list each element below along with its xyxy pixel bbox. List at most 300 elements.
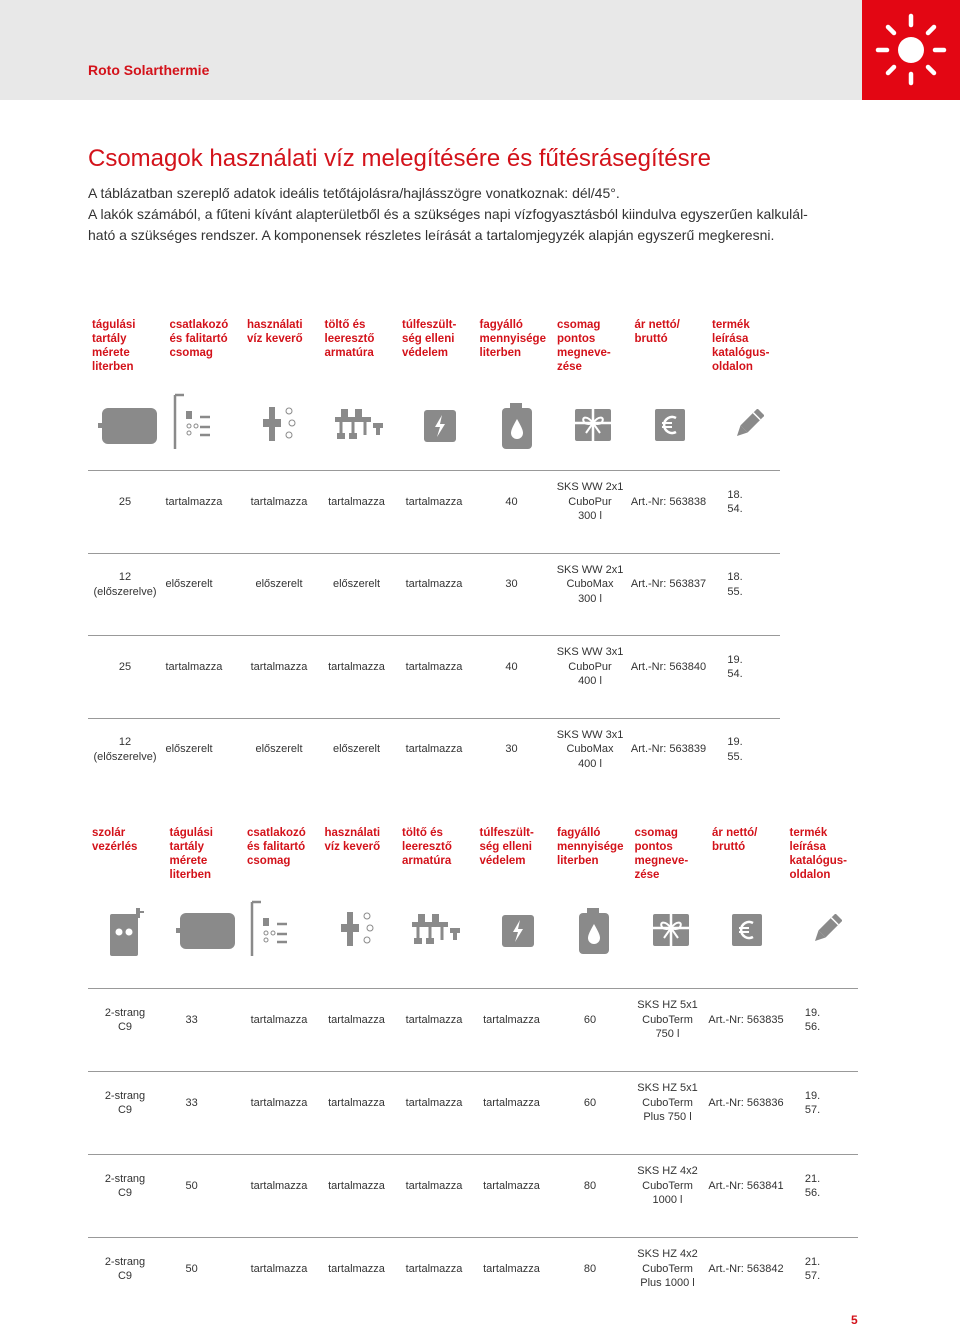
- cell-line: tartalmazza: [328, 495, 385, 508]
- table-cell: [468, 471, 556, 533]
- expansion-tank-icon: [176, 910, 238, 957]
- cell-line: 33: [185, 1096, 198, 1109]
- cell-line: 2-strang: [104, 1089, 146, 1102]
- column-header-line: csatlakozó: [247, 827, 306, 839]
- intro-line: A lakók számából, a fűteni kívánt alapterületből és a szükséges napi vízfogyasztásból kiindulva egyszerűen kalkulál-: [88, 206, 808, 222]
- table-cell: [80, 636, 170, 698]
- cell-line: tartalmazza: [250, 495, 308, 508]
- column-header-line: mérete: [92, 347, 130, 359]
- table-cell: [390, 1238, 478, 1300]
- column-header-line: oldalon: [712, 361, 753, 373]
- table-cell: [235, 554, 323, 616]
- column-header: [402, 826, 452, 868]
- cell-line: tartalmazza: [328, 1262, 385, 1275]
- cell-line: 18.: [727, 571, 743, 583]
- cell-line: 40: [505, 495, 518, 508]
- column-header-line: literben: [169, 869, 212, 881]
- table-row: [88, 1154, 858, 1217]
- price-icon: [655, 409, 685, 446]
- page-number: 5: [851, 1313, 858, 1327]
- column-header: [247, 318, 303, 346]
- table-cell-content: [727, 488, 742, 517]
- column-header-line: túlfeszült-: [479, 827, 534, 839]
- table-cell: [778, 1072, 848, 1134]
- table-cell: [313, 554, 401, 616]
- column-header: [170, 318, 229, 360]
- table-cell-content: [255, 742, 302, 757]
- column-header-line: katalógus-: [712, 347, 770, 359]
- price-icon: [732, 914, 762, 951]
- package-icon: [653, 914, 689, 951]
- table-cell-content: [333, 742, 380, 757]
- cell-line: C9: [117, 1021, 133, 1033]
- table-cell: [468, 989, 556, 1051]
- brand-label: Roto Solarthermie: [88, 62, 210, 78]
- cell-line: tartalmazza: [483, 1262, 540, 1275]
- column-header-line: ség elleni: [479, 841, 532, 853]
- column-header-line: leírása: [789, 841, 826, 853]
- table-cell: [468, 636, 556, 698]
- table-cell-content: [119, 660, 131, 675]
- table-cell: [313, 471, 401, 533]
- table-cell: [700, 554, 770, 616]
- fill-drain-valve-icon: [331, 405, 387, 452]
- table-cell-content: [166, 742, 213, 757]
- table-cell-content: [406, 1013, 463, 1028]
- table-cell-content: [805, 1089, 820, 1118]
- column-header-line: leírása: [712, 333, 749, 345]
- column-header: [325, 318, 375, 360]
- surge-protection-icon: [502, 915, 534, 952]
- table-cell: [166, 554, 243, 616]
- cell-line: 400 l: [578, 757, 602, 770]
- table-cell-content: [186, 1262, 198, 1277]
- table-cell: [390, 636, 478, 698]
- column-header-line: tágulási: [92, 319, 136, 331]
- column-header-line: víz keverő: [324, 841, 381, 853]
- cell-line: 1000 l: [652, 1194, 683, 1207]
- table-cell-content: [328, 1096, 385, 1111]
- cell-line: tartalmazza: [165, 660, 223, 673]
- table-cell: [468, 554, 556, 616]
- cell-line: előszerelt: [255, 578, 303, 591]
- cell-line: tartalmazza: [405, 660, 463, 673]
- cell-line: 55.: [727, 585, 743, 598]
- table-cell: [468, 1238, 556, 1300]
- column-header: [712, 826, 757, 854]
- table-cell: [80, 1238, 170, 1300]
- table-cell-content: [483, 1179, 540, 1194]
- table-cell: [235, 636, 323, 698]
- table-cell-content: [328, 1262, 385, 1277]
- table-cell-content: [727, 735, 742, 764]
- table-cell: [313, 1238, 401, 1300]
- table-cell-content: [727, 653, 742, 682]
- table-cell-content: [483, 1096, 540, 1111]
- package-icon: [575, 409, 611, 446]
- cell-line: SKS HZ 5x1: [637, 999, 698, 1012]
- column-header-line: töltő és: [402, 827, 443, 839]
- column-header-line: és falitartó: [247, 841, 306, 853]
- table-cell: [545, 1155, 635, 1217]
- column-header-line: leeresztő: [402, 841, 452, 853]
- cell-line: CuboPur: [568, 660, 612, 673]
- cell-line: előszerelt: [332, 578, 381, 591]
- fill-drain-valve-icon: [408, 910, 464, 957]
- cell-line: (előszerelve): [93, 585, 157, 598]
- table-cell-content: [631, 577, 706, 592]
- table-cell: [235, 1072, 323, 1134]
- column-header-line: fagyálló: [479, 319, 523, 331]
- cell-line: Art.-Nr: 563842: [708, 1262, 784, 1275]
- table-row: [88, 635, 780, 698]
- column-header-line: megneve-: [634, 855, 689, 867]
- table-cell-content: [708, 1096, 783, 1111]
- surge-protection-icon: [424, 410, 456, 447]
- catalog-pencil-icon: [812, 914, 842, 949]
- table-cell: [778, 989, 848, 1051]
- cell-line: SKS WW 2x1: [556, 563, 624, 576]
- cell-line: SKS HZ 4x2: [637, 1165, 698, 1178]
- table-cell-content: [805, 1255, 820, 1284]
- table-cell: [545, 1072, 635, 1134]
- table-cell-content: [483, 1013, 540, 1028]
- cell-line: C9: [117, 1270, 133, 1282]
- table-cell: [235, 471, 323, 533]
- cell-line: 300 l: [578, 592, 602, 605]
- column-header-line: pontos: [634, 841, 673, 853]
- column-header-line: mérete: [169, 855, 208, 867]
- cell-line: CuboTerm: [642, 1096, 693, 1109]
- column-header: [92, 826, 137, 854]
- column-header: [557, 826, 623, 868]
- table-cell-content: [631, 742, 706, 757]
- table-cell: [700, 471, 770, 533]
- cell-line: tartalmazza: [405, 1179, 463, 1192]
- sun-icon: [862, 0, 960, 100]
- intro-line: A táblázatban szereplő adatok ideális tetőtájolásra/hajlásszögre vonatkoznak: dél/45°.: [88, 185, 620, 201]
- cell-line: előszerelt: [165, 743, 213, 756]
- cell-line: tartalmazza: [250, 1179, 308, 1192]
- cell-line: SKS WW 2x1: [556, 481, 624, 494]
- column-header-line: ár nettó/: [634, 319, 680, 331]
- table-cell: [390, 471, 478, 533]
- table-cell-content: [631, 660, 706, 675]
- cell-line: SKS HZ 4x2: [637, 1248, 698, 1261]
- cell-line: tartalmazza: [328, 660, 385, 673]
- cell-line: Art.-Nr: 563840: [630, 660, 707, 673]
- cell-line: 33: [185, 1013, 198, 1026]
- table-cell-content: [584, 1179, 596, 1194]
- table-cell-content: [637, 1081, 698, 1125]
- table-cell-content: [328, 495, 385, 510]
- cell-line: 30: [505, 578, 518, 591]
- column-header: [712, 318, 770, 374]
- antifreeze-icon: [579, 908, 609, 959]
- cell-line: előszerelt: [255, 743, 303, 756]
- cell-line: tartalmazza: [483, 1179, 540, 1192]
- wall-bracket-icon: [170, 393, 222, 458]
- cell-line: 25: [118, 495, 132, 508]
- cell-line: 12: [118, 571, 132, 583]
- table-row: [88, 470, 780, 533]
- table-cell: [80, 989, 170, 1051]
- table-cell-content: [557, 645, 624, 689]
- column-header: [480, 318, 546, 360]
- table-cell: [80, 1072, 170, 1134]
- cell-line: tartalmazza: [250, 660, 308, 673]
- column-header: [247, 826, 306, 868]
- column-header-line: szolár: [92, 827, 126, 839]
- column-header-line: fagyálló: [557, 827, 601, 839]
- table-cell-content: [483, 1262, 540, 1277]
- table-cell-content: [119, 495, 131, 510]
- cell-line: 57.: [804, 1270, 821, 1282]
- table-cell: [468, 1155, 556, 1217]
- table-row: [88, 988, 858, 1051]
- cell-line: 21.: [804, 1172, 821, 1185]
- column-header-line: használati: [324, 827, 381, 839]
- table-cell-content: [805, 1172, 820, 1201]
- cell-line: tartalmazza: [405, 1262, 463, 1275]
- column-header: [402, 318, 456, 360]
- cell-line: 57.: [804, 1104, 821, 1116]
- table-cell: [235, 1238, 323, 1300]
- cell-line: tartalmazza: [405, 578, 463, 591]
- cell-line: C9: [117, 1187, 133, 1199]
- table-cell-content: [94, 735, 157, 764]
- column-header-line: tartály: [169, 841, 205, 853]
- cell-line: 2-strang: [104, 1172, 146, 1185]
- column-header: [92, 318, 135, 374]
- intro-text: [88, 183, 848, 246]
- cell-line: 19.: [804, 1006, 821, 1019]
- column-header-line: mennyisége: [479, 333, 546, 345]
- table-cell-content: [406, 1096, 463, 1111]
- table-cell-content: [708, 1179, 783, 1194]
- cell-line: C9: [117, 1104, 133, 1116]
- table-cell-content: [166, 577, 213, 592]
- cell-line: tartalmazza: [405, 1013, 463, 1026]
- table-cell-content: [166, 495, 223, 510]
- column-header-line: víz keverő: [247, 333, 303, 345]
- column-header-line: literben: [557, 855, 599, 867]
- table-row: [88, 1071, 858, 1134]
- table-cell-content: [631, 495, 706, 510]
- table-cell: [390, 1072, 478, 1134]
- cell-line: 750 l: [655, 1028, 680, 1041]
- cell-line: 21.: [804, 1255, 821, 1268]
- table-cell-content: [505, 495, 517, 510]
- table-cell-content: [406, 577, 463, 592]
- cell-line: CuboTerm: [642, 1013, 693, 1026]
- column-header-line: és falitartó: [169, 333, 228, 345]
- table-cell: [390, 554, 478, 616]
- cell-line: Art.-Nr: 563836: [708, 1096, 784, 1109]
- column-header: [557, 318, 611, 374]
- cell-line: tartalmazza: [405, 743, 463, 756]
- table-cell-content: [637, 998, 698, 1042]
- cell-line: tartalmazza: [405, 495, 463, 508]
- table-cell-content: [406, 1262, 463, 1277]
- table-cell: [313, 1072, 401, 1134]
- page-title: Csomagok használati víz melegítésére és fűtésrásegítésre: [88, 145, 711, 172]
- table-cell-content: [505, 660, 517, 675]
- table-cell-content: [251, 1262, 308, 1277]
- column-header: [635, 318, 680, 346]
- table-cell-content: [557, 563, 624, 607]
- column-header-line: túlfeszült-: [402, 319, 457, 331]
- column-header-line: zése: [634, 869, 660, 881]
- table-cell-content: [251, 495, 308, 510]
- table-cell-content: [505, 742, 517, 757]
- table-cell-content: [328, 1013, 385, 1028]
- table-cell-content: [251, 660, 308, 675]
- table-cell: [468, 719, 556, 781]
- mixing-valve-icon: [337, 908, 377, 955]
- cell-line: CuboTerm: [642, 1179, 693, 1192]
- cell-line: 50: [185, 1262, 198, 1275]
- cell-line: 12: [118, 736, 132, 748]
- cell-line: Art.-Nr: 563838: [630, 495, 707, 508]
- intro-line: ható a szükséges rendszer. A komponensek részletes leírását a tartalomjegyzék alapján egyszerű megkeresni.: [88, 227, 775, 243]
- table-cell: [313, 719, 401, 781]
- column-header-line: bruttó: [634, 333, 668, 345]
- table-cell: [80, 554, 170, 616]
- cell-line: tartalmazza: [165, 495, 223, 508]
- cell-line: 2-strang: [104, 1255, 146, 1268]
- table-cell-content: [406, 660, 463, 675]
- cell-line: 56.: [804, 1187, 821, 1199]
- table-cell-content: [708, 1013, 783, 1028]
- table-cell: [700, 719, 770, 781]
- table-cell: [235, 989, 323, 1051]
- table-cell-content: [186, 1096, 198, 1111]
- table-cell: [313, 636, 401, 698]
- column-header-line: katalógus-: [789, 855, 848, 867]
- cell-line: előszerelt: [332, 743, 381, 756]
- page-header: [0, 0, 960, 100]
- table-cell-content: [166, 660, 223, 675]
- cell-line: CuboTerm: [642, 1262, 693, 1275]
- column-header-line: csomag: [557, 319, 601, 331]
- column-header-line: mennyisége: [557, 841, 624, 853]
- table-cell: [166, 719, 243, 781]
- column-header: [170, 826, 213, 882]
- table-cell-content: [105, 1172, 145, 1201]
- table-cell-content: [584, 1262, 596, 1277]
- table-cell-content: [328, 660, 385, 675]
- column-header: [790, 826, 848, 882]
- cell-line: Art.-Nr: 563841: [708, 1179, 784, 1192]
- cell-line: 60: [583, 1096, 597, 1109]
- column-header-line: használati: [247, 319, 303, 331]
- column-header-line: pontos: [557, 333, 596, 345]
- cell-line: 54.: [727, 668, 743, 680]
- mixing-valve-icon: [259, 403, 299, 450]
- cell-line: Plus 750 l: [643, 1111, 692, 1124]
- column-header-line: csomag: [634, 827, 678, 839]
- table-cell-content: [251, 1096, 308, 1111]
- cell-line: 40: [505, 660, 518, 673]
- column-header-line: megneve-: [557, 347, 611, 359]
- table-cell-content: [727, 570, 742, 599]
- column-header-line: csatlakozó: [169, 319, 229, 331]
- column-header-line: bruttó: [712, 841, 746, 853]
- column-header-line: védelem: [479, 855, 526, 867]
- cell-line: Art.-Nr: 563835: [708, 1013, 784, 1026]
- cell-line: 300 l: [578, 510, 602, 523]
- table-cell-content: [584, 1013, 596, 1028]
- cell-line: 30: [505, 743, 518, 756]
- cell-line: SKS WW 3x1: [556, 646, 624, 659]
- cell-line: CuboPur: [568, 495, 612, 508]
- column-header: [480, 826, 534, 868]
- column-header: [635, 826, 689, 882]
- table-cell-content: [251, 1179, 308, 1194]
- column-header-line: leeresztő: [324, 333, 375, 345]
- cell-line: 80: [583, 1262, 597, 1275]
- table-cell-content: [333, 577, 380, 592]
- sun-logo: [862, 0, 960, 100]
- table-cell-content: [105, 1006, 145, 1035]
- table-cell-content: [186, 1179, 198, 1194]
- table-row: [88, 718, 780, 781]
- column-header-line: töltő és: [324, 319, 366, 331]
- table-cell: [166, 471, 243, 533]
- cell-line: 25: [118, 660, 132, 673]
- cell-line: 400 l: [578, 675, 602, 688]
- table-cell-content: [255, 577, 302, 592]
- table-cell-content: [584, 1096, 596, 1111]
- solar-controller-icon: [110, 908, 146, 963]
- cell-line: (előszerelve): [93, 750, 157, 763]
- column-header-line: armatúra: [402, 855, 452, 867]
- table-cell: [166, 636, 243, 698]
- column-header-line: armatúra: [324, 347, 374, 359]
- cell-line: Art.-Nr: 563837: [630, 578, 707, 591]
- table-cell-content: [251, 1013, 308, 1028]
- column-header-line: termék: [789, 827, 828, 839]
- cell-line: 50: [185, 1179, 198, 1192]
- column-header-line: literben: [479, 347, 522, 359]
- wall-bracket-icon: [247, 900, 299, 965]
- column-header-line: védelem: [402, 347, 449, 359]
- table-cell: [390, 989, 478, 1051]
- column-header-line: ség elleni: [402, 333, 455, 345]
- table-cell: [468, 1072, 556, 1134]
- table-cell-content: [406, 742, 463, 757]
- cell-line: 60: [583, 1013, 597, 1026]
- table-cell-content: [505, 577, 517, 592]
- table-cell: [390, 1155, 478, 1217]
- table-cell: [313, 989, 401, 1051]
- table-cell-content: [637, 1164, 698, 1208]
- table-cell: [313, 1155, 401, 1217]
- cell-line: SKS WW 3x1: [556, 728, 624, 741]
- cell-line: SKS HZ 5x1: [637, 1082, 698, 1095]
- antifreeze-icon: [502, 403, 532, 454]
- column-header: [325, 826, 381, 854]
- table-row: [88, 1237, 858, 1300]
- table-cell-content: [557, 480, 624, 524]
- column-header-line: termék: [712, 319, 750, 331]
- cell-line: tartalmazza: [483, 1096, 540, 1109]
- table-cell-content: [637, 1247, 698, 1291]
- table-cell-content: [186, 1013, 198, 1028]
- cell-line: 56.: [804, 1021, 821, 1033]
- column-header-line: literben: [92, 361, 134, 373]
